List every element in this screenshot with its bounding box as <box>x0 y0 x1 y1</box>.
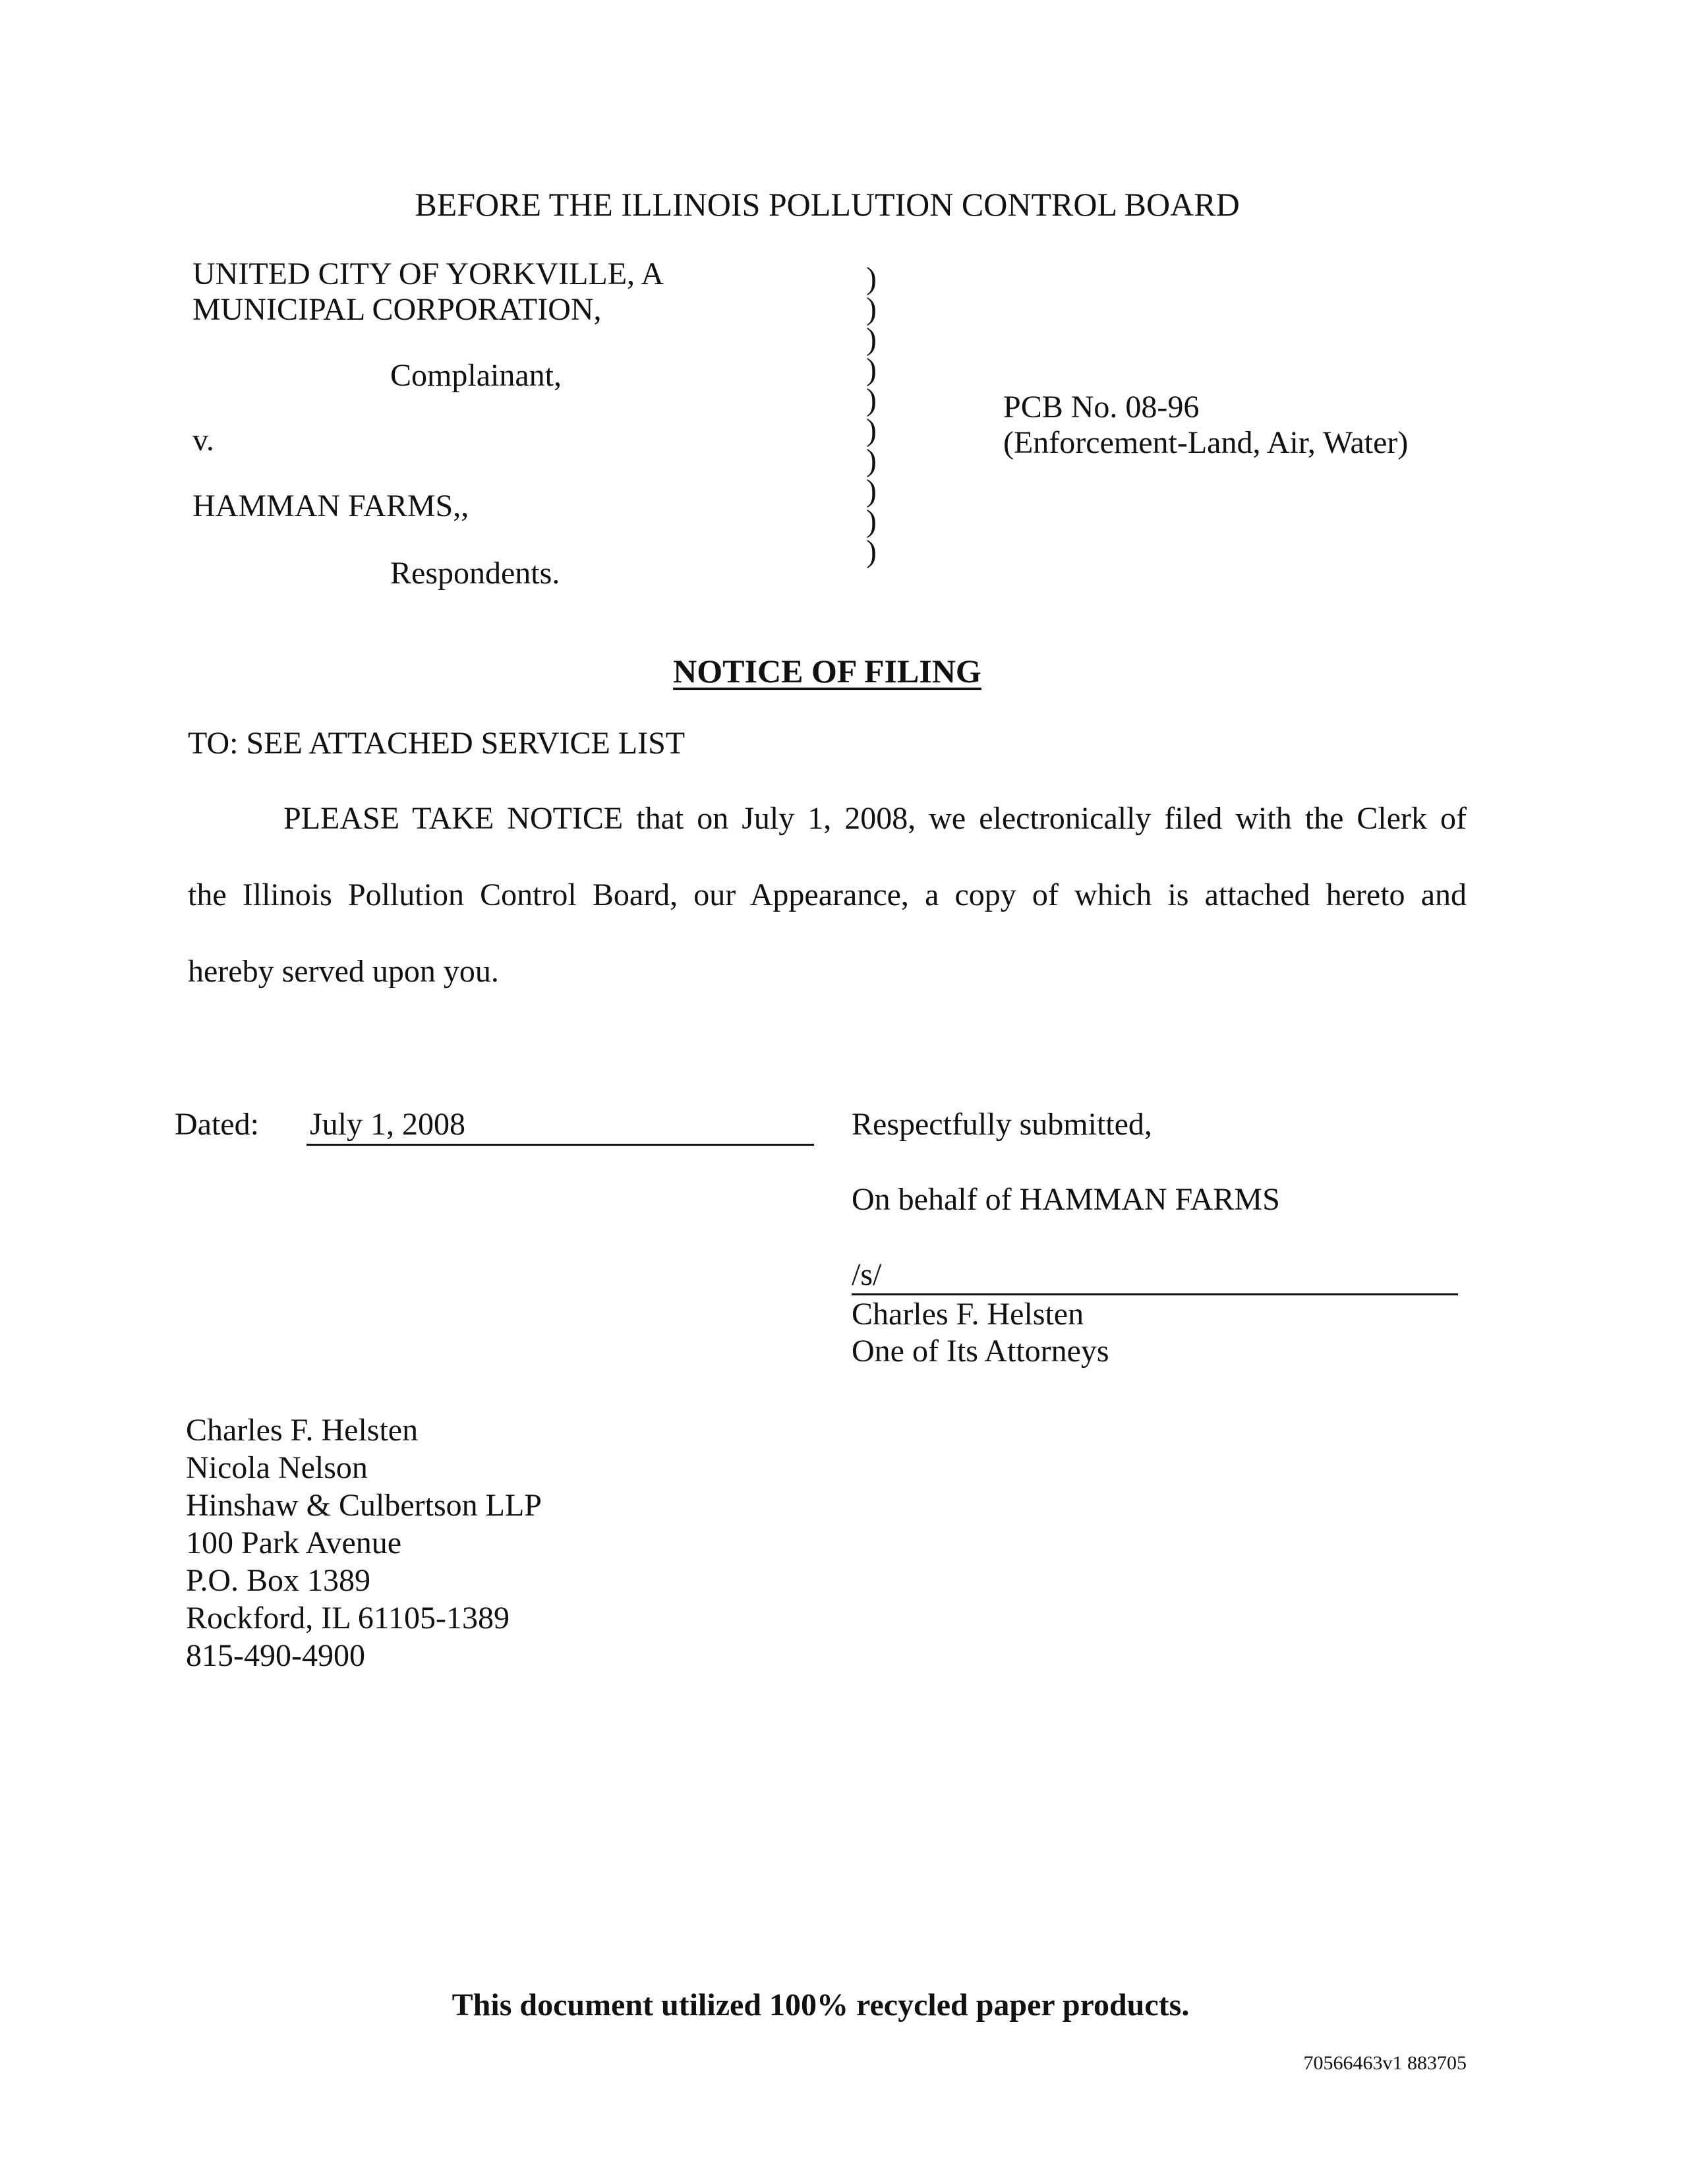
caption-paren: ) <box>866 534 877 569</box>
caption-paren: ) <box>866 261 877 296</box>
caption-paren: ) <box>866 443 877 478</box>
caption-paren: ) <box>866 413 877 448</box>
respondents-label: Respondents. <box>390 556 560 591</box>
address-line: P.O. Box 1389 <box>186 1563 371 1598</box>
body-line-3: hereby served upon you. <box>188 954 499 989</box>
on-behalf-of: On behalf of HAMMAN FARMS <box>852 1182 1280 1217</box>
signer-name: Charles F. Helsten <box>852 1297 1084 1332</box>
signature-mark: /s/ <box>852 1257 882 1292</box>
body-line-2: the Illinois Pollution Control Board, our Appearance, a copy of which is attached hereto and <box>188 877 1467 912</box>
address-line: Hinshaw & Culbertson LLP <box>186 1488 542 1523</box>
recycled-paper-note: This document utilized 100% recycled paper products. <box>452 1988 1190 2022</box>
versus-label: v. <box>192 423 214 457</box>
date-underline <box>307 1144 814 1146</box>
plaintiff-line-1: UNITED CITY OF YORKVILLE, A <box>192 256 664 291</box>
notice-title: NOTICE OF FILING <box>673 653 981 690</box>
document-id: 70566463v1 883705 <box>1303 2052 1467 2074</box>
plaintiff-line-2: MUNICIPAL CORPORATION, <box>192 292 602 327</box>
respondent-name: HAMMAN FARMS,, <box>192 488 469 523</box>
address-line: 815-490-4900 <box>186 1638 365 1673</box>
body-line-1: PLEASE TAKE NOTICE that on July 1, 2008, we electronically filed with the Clerk of <box>283 801 1467 836</box>
court-heading: BEFORE THE ILLINOIS POLLUTION CONTROL BOARD <box>415 186 1240 223</box>
to-line: TO: SEE ATTACHED SERVICE LIST <box>188 726 686 761</box>
caption-paren: ) <box>866 473 877 508</box>
signature-line <box>852 1293 1458 1295</box>
dated-label: Dated: <box>175 1107 259 1142</box>
caption-paren: ) <box>866 504 877 539</box>
caption-bracket-column <box>866 261 886 569</box>
caption-paren: ) <box>866 322 877 357</box>
date-value: July 1, 2008 <box>310 1107 466 1142</box>
case-number: PCB No. 08-96 <box>1003 390 1200 425</box>
case-type: (Enforcement-Land, Air, Water) <box>1003 425 1409 460</box>
caption-paren: ) <box>866 352 877 387</box>
address-line: Charles F. Helsten <box>186 1413 419 1448</box>
address-line: Nicola Nelson <box>186 1450 368 1485</box>
caption-paren: ) <box>866 291 877 326</box>
address-line: Rockford, IL 61105-1389 <box>186 1601 510 1636</box>
complainant-label: Complainant, <box>390 358 562 393</box>
signer-role: One of Its Attorneys <box>852 1334 1109 1369</box>
respectfully-submitted: Respectfully submitted, <box>852 1107 1152 1142</box>
caption-paren: ) <box>866 382 877 417</box>
address-line: 100 Park Avenue <box>186 1525 402 1560</box>
